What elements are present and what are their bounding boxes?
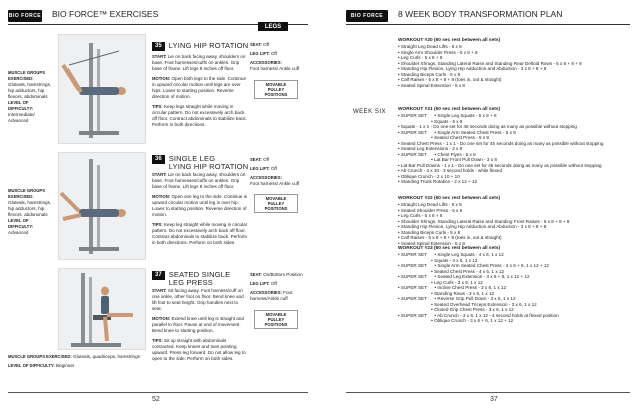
exercise-name xyxy=(169,155,249,171)
exercise-name-line-1: SEATED SINGLE xyxy=(168,270,231,279)
exercise-35-illustration xyxy=(59,35,146,144)
workout-item: • Standing Trunk Rotation - 2 x 12 + 12 xyxy=(398,179,478,184)
difficulty: Beginner xyxy=(56,363,75,368)
week-label: WEEK SIX xyxy=(353,109,387,115)
exercise-36-settings xyxy=(250,157,306,190)
workout-item: • Seated Chest Press - 4 x 6, 1 x 12 xyxy=(398,268,505,274)
workout-item: • SUPER SET • Single Leg Squats - 4 x 6, 1 x 12 xyxy=(398,252,504,257)
motion-label: MOTION: xyxy=(152,76,171,81)
exercise-37-photo xyxy=(58,268,146,350)
muscle-groups: Gluteals, hamstrings, hip adductors, hip flexors, abdominals xyxy=(8,200,52,217)
workout-item: • Shoulder Shrugs, Standing Lateral Raise and Standing Front Raises - 5 x 8 + 8 + 8 xyxy=(398,218,570,224)
exercise-number: 37 xyxy=(152,271,165,280)
exercise-36-pulley-label: MOVABLE PULLEY POSITIONS xyxy=(254,194,298,213)
accessories-label: ACCESSORIES: xyxy=(250,175,282,180)
exercise-35-heading xyxy=(152,42,248,51)
workout-item: • Lat Bar Pull Downs - 1 x 1 - Do one set for 45 seconds doing as many as possible without stopping xyxy=(398,162,602,168)
difficulty-label: LEVEL OF DIFFICULTY: xyxy=(8,100,34,111)
workout-item: • Leg Curls - 5 x 8 + 8 xyxy=(398,55,443,60)
workout-item: • Straight Leg Dead Lifts - 5 x 8 xyxy=(398,44,462,49)
motion-label: MOTION: xyxy=(152,316,171,321)
workout-item: • Standing Hip Flexion, Lying Hip Adduction and Abduction - 3 x 8 + 8 + 8 xyxy=(398,66,547,71)
workout-item: • SUPER SET • Ab Crunch - 3 x 6, 1 x 12 - 4 second holds at flexed position xyxy=(398,312,559,318)
exercise-36-side-info xyxy=(8,188,54,236)
workout-item: • SUPER SET • Chest Flyes - 5 x 8 xyxy=(398,151,476,157)
seat-value: Off xyxy=(263,157,270,162)
exercise-35-side-info xyxy=(8,70,54,124)
workout-item: • Standing Biceps Curls - 5 x 8 xyxy=(398,229,461,235)
exercise-37-heading xyxy=(152,271,230,287)
seat-value: On/Bottom Position xyxy=(263,272,303,277)
motion-text: Open both legs to the side. Continue in upward circular motion until legs are over hips. Lower to starting position. Reverse direction of motion. xyxy=(152,76,247,99)
difficulty-label: LEVEL OF DIFFICULTY: xyxy=(8,218,34,229)
exercise-37-pulley-label: MOVABLE PULLEY POSITIONS xyxy=(254,310,298,329)
workout-item: • Seated Overhead Triceps Extension - 3 x 6, 1 x 12 xyxy=(398,301,537,307)
difficulty-label: LEVEL OF DIFFICULTY: xyxy=(8,363,55,368)
leg-lift-label: LEG LIFT: xyxy=(250,51,270,56)
exercise-35-photo xyxy=(58,34,146,144)
workout-item: • Seated Spinal Extension - 5 x 8 xyxy=(398,240,465,246)
accessories-value: Foot harness/Ankle cuff xyxy=(250,290,293,301)
accessories-value: Foot harness/ Ankle cuff xyxy=(250,181,300,186)
accessories-value: Foot harness/ Ankle cuff xyxy=(250,66,300,71)
motion-text: Open one leg to the side. Continue in upward circular motion until leg is over hip. Lower to starting position. Reverse direction of motion. xyxy=(152,194,248,217)
workout-item: • SUPER SET • Single Leg Squats - 5 x 8 + 8 xyxy=(398,113,497,118)
workout-heading: WORKOUT #21 (60 sec rest between all sets) xyxy=(398,107,501,112)
workout-item: • Oblique Crunch - 2 x 10 + 10 xyxy=(398,173,460,179)
workout-item: • Calf Raises - 5 x 8 + 8 + 8 (toes in, out & straight) xyxy=(398,235,502,240)
exercise-number: 36 xyxy=(152,155,165,164)
workout-item: • Straight Leg Dead Lifts - 5 x 8 xyxy=(398,202,462,207)
tips-text: Keep leg straight while moving in circular pattern. Do not excessively arch back off floor. Contract abdominals to stabilize back. Perform in both directions. Perform on both sides. xyxy=(152,222,248,245)
tips-text: Keep legs straight while moving in circular pattern. Do not excessively arch back off floor. Contract abdominals to stabilize back. Perform in both directions. xyxy=(152,104,247,127)
muscle-groups: Gluteals, hamstrings, hip adductors, hip flexors, abdominals xyxy=(8,82,52,99)
motion-text: Extend knee until leg is straight and parallel to floor. Pause at end of movement. Bend knee to starting position. xyxy=(152,316,244,333)
seat-label: SEAT: xyxy=(250,157,262,162)
leg-lift-label: LEG LIFT: xyxy=(250,166,270,171)
exercise-name xyxy=(169,271,231,287)
exercise-name-line-2: LEG PRESS xyxy=(168,278,214,287)
start-text: Lie on back facing away, shoulders on base. Foot harnesses/cuffs on ankles. Grip base of frame. Lift legs 8 inches off floor. xyxy=(152,172,246,189)
tips-label: TIPS: xyxy=(152,338,163,343)
difficulty: Advanced xyxy=(8,230,29,235)
leg-lift-label: LEG LIFT: xyxy=(250,281,270,286)
tips-label: TIPS: xyxy=(152,104,163,109)
start-text: Sit facing away. Foot harness/cuff on one ankle, other foot on floor. Bend knee and lift foot to seat height. Grip handles next to seat. xyxy=(152,288,244,311)
workout-item: • SUPER SET • Single Arm Seated Chest Press - 5 x 8 xyxy=(398,129,516,135)
seat-label: SEAT: xyxy=(250,42,262,47)
leg-lift-value: Off xyxy=(270,281,277,286)
leg-lift-value: Off xyxy=(270,166,277,171)
muscle-groups: Gluteals, quadriceps, hamstrings xyxy=(73,354,140,359)
tips-label: TIPS: xyxy=(152,222,163,227)
right-logo: BIO FORCE xyxy=(346,10,388,22)
workout-item: • Seated Chest Press - 5 x 8 xyxy=(398,135,489,140)
exercise-name: LYING HIP ROTATION xyxy=(168,41,249,50)
seat-value: Off xyxy=(263,42,270,47)
workout-item: • Leg Curls - 3 x 6, 1 x 12 xyxy=(398,279,483,285)
muscle-groups-label: MUSCLE GROUPS EXERCISED: xyxy=(8,354,72,359)
accessories-label: ACCESSORIES: xyxy=(250,60,282,65)
workout-heading: WORKOUT #20 (60 sec rest between all sets) xyxy=(398,38,501,43)
workout-item: • Seated Spinal Extension - 5 x 8 xyxy=(398,82,465,88)
workout-item: • Lat Bar Front Pull Down - 3 x 8 xyxy=(398,157,497,162)
motion-label: MOTION: xyxy=(152,194,171,199)
workout-item: • SUPER SET • Seated Leg Extension - 3 x 6 + 6, 1 x 12 + 12 xyxy=(398,274,530,279)
exercise-37-description xyxy=(152,288,248,366)
workout-item: • Squats - 1 x 1 - Do one set for 45 seconds doing as many as possible without stopping xyxy=(398,124,577,129)
exercise-37-side-info xyxy=(8,354,148,369)
start-label: START: xyxy=(152,54,167,59)
workout-heading: WORKOUT #22 (60 sec rest between all sets) xyxy=(398,196,501,201)
right-page-number: 37 xyxy=(490,396,498,403)
exercise-name-line-2: LYING HIP ROTATION xyxy=(168,162,249,171)
workout-item: • Oblique Crunch - 3 x 6 + 6, 1 x 12 + 12 xyxy=(398,318,514,323)
workout-item: • Standing Biceps Curls - 5 x 8 xyxy=(398,71,461,77)
left-logo: BIO FORCE xyxy=(8,10,42,22)
start-label: START: xyxy=(152,172,167,177)
leg-lift-value: Off xyxy=(270,51,277,56)
start-text: Lie on back facing away, shoulders on base. Foot harnesses/cuffs on ankles. Grip base of frame. Lift legs 8 inches off floor. xyxy=(152,54,246,71)
exercise-37-settings xyxy=(250,272,306,305)
exercise-36-description xyxy=(152,172,248,250)
workout-item: • Seated Chest Press - 1 x 1 - Do one set for 45 seconds doing as many as possible without stopping xyxy=(398,140,604,146)
left-header-title: BIO FORCE™ EXERCISES xyxy=(52,9,159,19)
seat-label: SEAT: xyxy=(250,272,262,277)
workout-item: • Squats - 5 x 8 xyxy=(398,118,463,124)
workout-item: • Seated Leg Extensions - 2 x 8 xyxy=(398,146,463,151)
workout-item: • SUPER SET • Single Arm Seated Chest Press - 4 x 6 + 6, 1 x 12 + 12 xyxy=(398,263,549,268)
exercise-name-line-1: SINGLE LEG xyxy=(168,154,216,163)
workout-item: • Single Arm Shoulder Press - 5 x 8 + 8 xyxy=(398,49,478,55)
exercise-37-illustration xyxy=(59,269,146,350)
workout-item: • Leg Curls - 5 x 8 + 8 xyxy=(398,213,443,218)
workout-item: • SUPER SET • Reverse Grip Pull Down - 3 x 6, 1 x 12 xyxy=(398,296,516,301)
exercise-36-heading xyxy=(152,155,248,171)
workout-heading: WORKOUT #23 (60 sec rest between all sets) xyxy=(398,246,501,251)
workout-item: • Squats - 4 x 6, 1 x 12 xyxy=(398,257,478,263)
exercise-36-illustration xyxy=(59,153,146,260)
workout-item: • Calf Raises - 5 x 8 + 8 + 8 (toes in, out & straight) xyxy=(398,77,502,82)
tips-text: Sit up straight with abdominals contracted. Keep knees and toes pointing upward. Press leg forward. Do not allow leg to open to the side. Perform on both sides. xyxy=(152,338,246,361)
workout-item: • Closed Grip Chest Press - 3 x 6, 1 x 12 xyxy=(398,307,514,312)
exercise-35-settings xyxy=(250,42,306,75)
start-label: START: xyxy=(152,288,167,293)
exercise-36-photo xyxy=(58,152,146,260)
workout-item: • Standing Rows - 3 x 6, 1 x 12 xyxy=(398,290,495,296)
workout-item: • SUPER SET • Incline Chest Press - 3 x 6, 1 x 12 xyxy=(398,285,507,290)
workout-item: • Seated Shoulder Press - 5 x 8 xyxy=(398,207,463,213)
muscle-groups-label: MUSCLE GROUPS EXERCISED: xyxy=(8,70,45,81)
exercise-35-pulley-label: MOVABLE PULLEY POSITIONS xyxy=(254,80,298,99)
muscle-groups-label: MUSCLE GROUPS EXERCISED: xyxy=(8,188,45,199)
difficulty: Intermediate/ Advanced xyxy=(8,112,35,123)
accessories-label: ACCESSORIES: xyxy=(250,290,282,295)
right-header-rule xyxy=(346,24,630,25)
left-page-number: 52 xyxy=(152,396,160,403)
exercise-number: 35 xyxy=(152,42,165,51)
exercise-35-description xyxy=(152,54,248,132)
workout-item: • Shoulder Shrugs, Standing Lateral Raise and Standing Rear Deltoid Rows - 5 x 8 + 8 + 8 xyxy=(398,60,582,66)
workout-item: • Ab Crunch - 4 x 10 - 3 second holds - while flexed xyxy=(398,168,503,173)
right-header-title: 8 WEEK BODY TRANSFORMATION PLAN xyxy=(398,9,563,19)
right-footer-rule xyxy=(346,392,630,393)
left-footer-rule xyxy=(8,392,308,393)
section-tab-legs: LEGS xyxy=(258,22,288,31)
workout-item: • Standing Hip Flexion, Lying Hip Adduction and Abduction - 3 x 8 + 8 + 8 xyxy=(398,224,547,229)
